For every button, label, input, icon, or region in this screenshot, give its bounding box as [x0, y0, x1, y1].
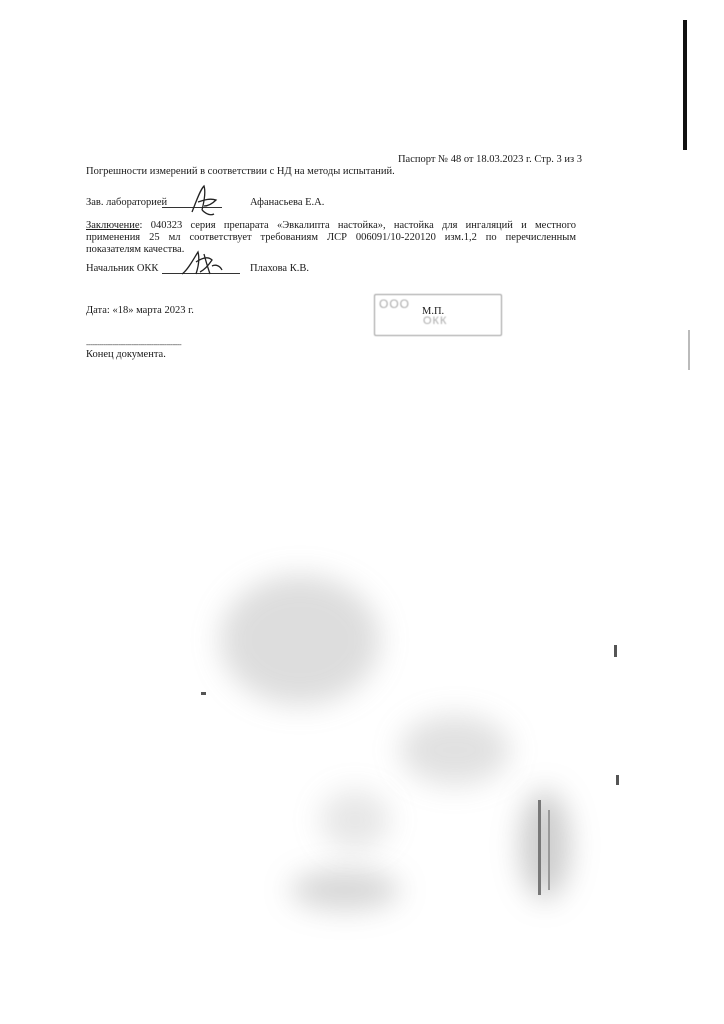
conclusion-paragraph	[86, 220, 576, 256]
lab-head-signature	[186, 182, 222, 222]
scan-speck	[614, 645, 617, 657]
scan-speck	[201, 692, 206, 695]
stamp-mark: М.П.	[422, 306, 445, 317]
lab-head-name: Афанасьева Е.А.	[250, 197, 325, 208]
scan-smudge	[400, 715, 510, 785]
document-date: Дата: «18» марта 2023 г.	[86, 305, 194, 316]
conclusion-label: Заключение	[86, 220, 140, 231]
scan-smudge	[220, 575, 380, 705]
scan-streak	[538, 800, 541, 895]
stamp-line-2: ОКК	[423, 315, 448, 327]
scan-speck	[616, 775, 619, 785]
scan-smudge	[320, 790, 390, 850]
measurement-note: Погрешности измерений в соответствии с НД на методы испытаний.	[86, 166, 395, 177]
scan-smudge	[290, 870, 400, 910]
qc-head-name: Плахова К.В.	[250, 263, 309, 274]
scan-speck	[688, 330, 690, 370]
scan-streak	[548, 810, 550, 890]
qc-head-signature	[178, 248, 228, 280]
lab-head-role: Зав. лабораторией	[86, 197, 168, 208]
stamp-line-1: ООО	[379, 297, 411, 311]
scan-edge-mark	[683, 20, 687, 150]
conclusion-text: : 040323 серия препарата «Эвкалипта настойка», настойка для ингаляций и местного применения 25 мл соответствует требованиям ЛСР 006091/10-220120 изм.1,2 по перечисленным показателям качества.	[86, 220, 576, 255]
qc-head-role: Начальник ОКК	[86, 263, 159, 274]
passport-header: Паспорт № 48 от 18.03.2023 г. Стр. 3 из 3	[397, 154, 582, 165]
scan-smudge	[520, 790, 570, 900]
separator-dashes: --------------------------------------------	[86, 340, 182, 349]
end-of-document: Конец документа.	[86, 349, 166, 360]
